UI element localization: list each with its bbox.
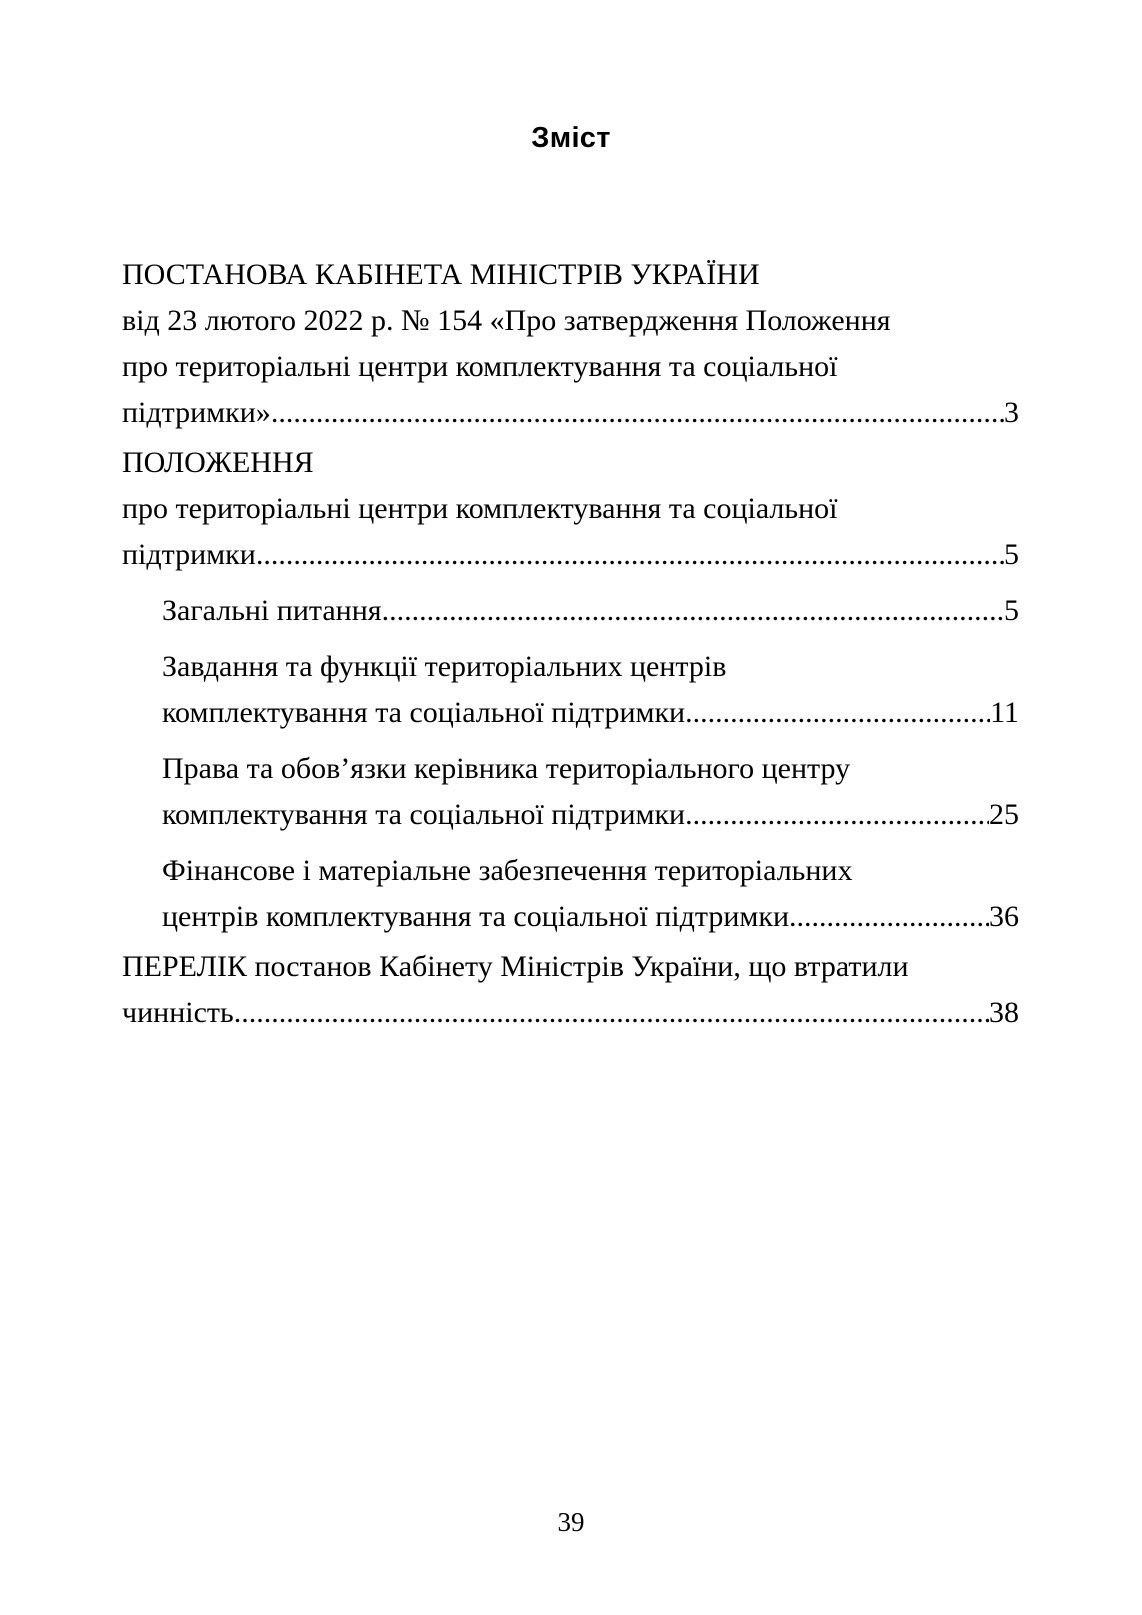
toc-page-number: 36 [989, 900, 1019, 933]
toc-page-number: 5 [1004, 594, 1019, 627]
dot-leader [789, 894, 989, 940]
page-number: 39 [557, 1507, 585, 1537]
toc-page-number: 3 [1004, 396, 1019, 429]
toc-page-number: 5 [1004, 538, 1019, 571]
toc-entry-repealed-list[interactable] [122, 944, 1019, 1036]
dot-leader [234, 990, 989, 1036]
dot-leader [685, 690, 990, 736]
toc-entry-regulation[interactable] [122, 440, 1019, 578]
toc-entry-line: комплектування та соціальної підтримки [162, 798, 686, 831]
toc-entry-line: центрів комплектування та соціальної підтримки [162, 900, 790, 933]
toc-entry-general-issues[interactable] [122, 588, 1019, 634]
dot-leader [685, 792, 989, 838]
table-of-contents [122, 252, 1019, 1036]
toc-entry-line: від 23 лютого 2022 р. № 154 «Про затвердження Положення [122, 304, 891, 337]
toc-entry-line: ПОЛОЖЕННЯ [122, 446, 314, 479]
toc-entry-line: про територіальні центри комплектування та соціальної [122, 350, 838, 383]
dot-leader [256, 532, 1004, 578]
toc-page-number: 25 [989, 798, 1019, 831]
toc-entry-line: чинність [122, 996, 234, 1029]
page-title: Зміст [531, 122, 611, 154]
toc-entry-tasks-functions[interactable] [122, 644, 1019, 736]
dot-leader [382, 588, 1004, 634]
toc-entry-line: ПЕРЕЛІК постанов Кабінету Міністрів України, що втратили [122, 950, 909, 983]
toc-entry-resolution[interactable] [122, 252, 1019, 436]
toc-entry-line: про територіальні центри комплектування та соціальної [122, 492, 838, 525]
toc-entry-line: Загальні питання [162, 594, 382, 627]
toc-entry-line: ПОСТАНОВА КАБІНЕТА МІНІСТРІВ УКРАЇНИ [122, 258, 760, 291]
dot-leader [271, 390, 1004, 436]
toc-entry-rights-duties[interactable] [122, 746, 1019, 838]
toc-entry-line: Фінансове і матеріальне забезпечення територіальних [162, 854, 853, 887]
toc-page-number: 38 [989, 996, 1019, 1029]
toc-entry-line: підтримки [122, 538, 256, 571]
toc-entry-line: Права та обов’язки керівника територіального центру [162, 752, 851, 785]
toc-entry-line: підтримки» [122, 396, 271, 429]
toc-entry-financial-support[interactable] [122, 848, 1019, 940]
toc-entry-line: комплектування та соціальної підтримки [162, 696, 686, 729]
toc-entry-line: Завдання та функції територіальних центрів [162, 650, 727, 683]
toc-page-number: 11 [990, 696, 1019, 729]
